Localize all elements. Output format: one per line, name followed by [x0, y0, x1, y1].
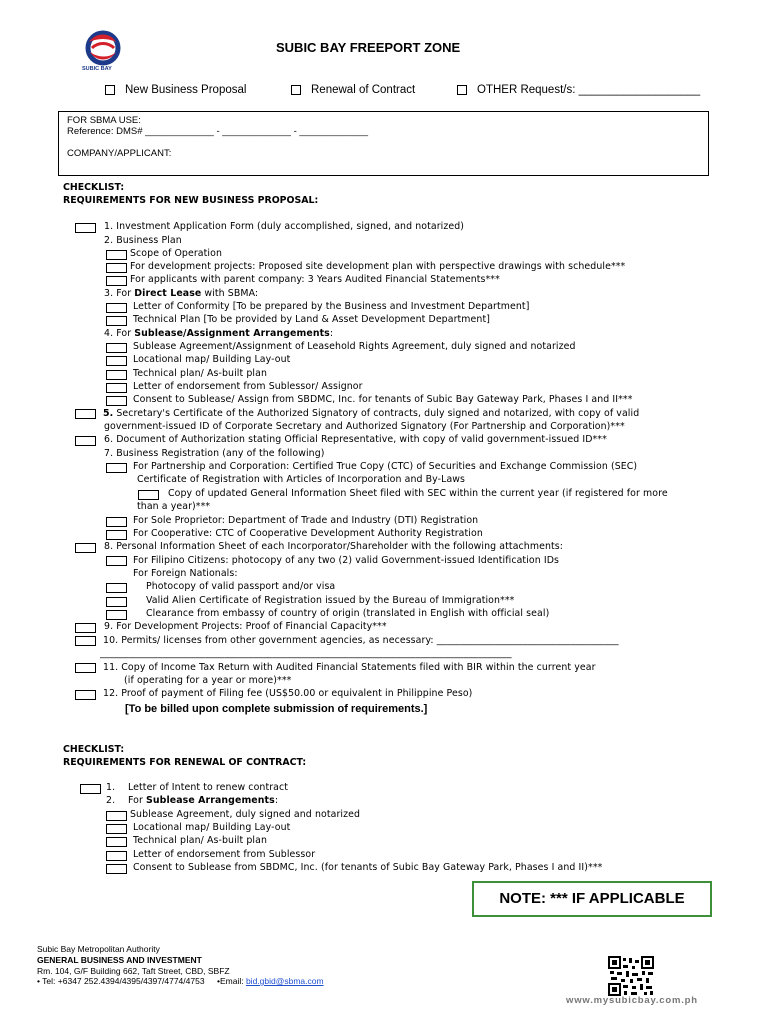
other-request-checkbox[interactable]: [457, 85, 467, 95]
item-2: 2. Business Plan: [104, 235, 182, 246]
renewal-checkbox[interactable]: [291, 85, 301, 95]
item-5: 5. Secretary's Certificate of the Authorized Signatory of contracts, duly signed and notarized, with copy of valid: [103, 408, 640, 419]
item-7b: For Sole Proprietor: Department of Trade and Industry (DTI) Registration: [133, 515, 479, 526]
item-8b-2: Valid Alien Certificate of Registration issued by the Bureau of Immigration***: [146, 595, 515, 606]
item-8a: For Filipino Citizens: photocopy of any two (2) valid Government-issued Identification IDs: [133, 555, 560, 566]
checkbox-asbuilt[interactable]: [106, 370, 127, 380]
qr-code-icon: [608, 956, 654, 996]
company-applicant-label: COMPANY/APPLICANT:: [67, 148, 172, 159]
item-4e: Consent to Sublease/ Assign from SBDMC, Inc. for tenants of Subic Bay Gateway Park, Phases I and II***: [133, 394, 633, 405]
checkbox-item-9[interactable]: [75, 623, 96, 633]
footer-email: [217, 976, 324, 986]
checkbox-tech-plan[interactable]: [106, 316, 127, 326]
checkbox-item-12[interactable]: [75, 690, 96, 700]
checkbox-clearance[interactable]: [106, 610, 127, 620]
item-3: 3. For Direct Lease with SBMA:: [104, 288, 259, 299]
renewal-item-2e: Consent to Sublease from SBDMC, Inc. (for tenants of Subic Bay Gateway Park, Phases I and II)***: [133, 862, 603, 873]
renewal-checkbox-locational[interactable]: [106, 824, 127, 834]
item-8: 8. Personal Information Sheet of each Incorporator/Shareholder with the following attachments:: [104, 541, 564, 552]
footer-address: Rm. 104, G/F Building 662, Taft Street, CBD, SBFZ: [37, 966, 230, 976]
renewal-item-2-num: 2.: [106, 795, 116, 806]
checkbox-coop[interactable]: [106, 530, 127, 540]
item-4b: Locational map/ Building Lay-out: [133, 354, 291, 365]
item-10-blank: ______________________________________________________________________________________: [100, 648, 512, 659]
renewal-item-2a: Sublease Agreement, duly signed and notarized: [130, 809, 361, 820]
checkbox-consent[interactable]: [106, 396, 127, 406]
renewal-checkbox-asbuilt[interactable]: [106, 837, 127, 847]
footer-dept: GENERAL BUSINESS AND INVESTMENT: [37, 955, 202, 965]
item-7a-gis: Copy of updated General Information Sheet filed with SEC within the current year (if registered for more: [168, 488, 668, 499]
renewal-item-1: Letter of Intent to renew contract: [128, 782, 289, 793]
item-5-cont: government-issued ID of Corporate Secretary and Authorized Signatory (For Partnership and Corporation)***: [104, 421, 625, 432]
renewal-checkbox-endorsement[interactable]: [106, 851, 127, 861]
checkbox-dev-plan[interactable]: [106, 263, 127, 273]
renewal-label: Renewal of Contract: [311, 84, 416, 96]
checkbox-sublease[interactable]: [106, 343, 127, 353]
item-7: 7. Business Registration (any of the following): [104, 448, 325, 459]
item-11: 11. Copy of Income Tax Return with Audited Financial Statements filed with BIR within the current year: [103, 662, 596, 673]
checkbox-gis[interactable]: [138, 490, 159, 500]
item-6: 6. Document of Authorization stating Official Representative, with copy of valid government-issued ID***: [104, 434, 607, 445]
item-3a: Letter of Conformity [To be prepared by the Business and Investment Department]: [133, 301, 530, 312]
checkbox-item-8[interactable]: [75, 543, 96, 553]
checkbox-sole-prop[interactable]: [106, 517, 127, 527]
email-link[interactable]: bid.gbid@sbma.com: [245, 976, 324, 986]
checklist-heading: CHECKLIST:: [63, 182, 125, 193]
item-2a: Scope of Operation: [130, 248, 223, 259]
renewal-checkbox-1[interactable]: [80, 784, 101, 794]
item-9: 9. For Development Projects: Proof of Financial Capacity***: [104, 621, 387, 632]
sbma-use-box: [58, 111, 709, 176]
note-text: NOTE: *** IF APPLICABLE: [499, 890, 685, 907]
website-text: www.mysubicbay.com.ph: [566, 995, 698, 1006]
checkbox-partnership[interactable]: [106, 463, 127, 473]
new-business-requirements-heading: REQUIREMENTS FOR NEW BUSINESS PROPOSAL:: [63, 195, 319, 206]
item-12: 12. Proof of payment of Filing fee (US$50.00 or equivalent in Philippine Peso): [103, 688, 473, 699]
item-4c: Technical plan/ As-built plan: [133, 368, 267, 379]
item-7a-cont: Certificate of Registration with Articles of Incorporation and By-Laws: [137, 474, 466, 485]
other-request-label: OTHER Request/s: ___________________: [477, 84, 701, 96]
item-4: 4. For Sublease/Assignment Arrangements:: [104, 328, 334, 339]
item-1: 1. Investment Application Form (duly accomplished, signed, and notarized): [104, 221, 465, 232]
item-2c: For applicants with parent company: 3 Years Audited Financial Statements***: [130, 274, 500, 285]
checkbox-passport[interactable]: [106, 583, 127, 593]
renewal-checkbox-sublease[interactable]: [106, 811, 127, 821]
item-3b: Technical Plan [To be provided by Land & Asset Development Department]: [133, 314, 490, 325]
sbma-logo: [78, 28, 128, 76]
footer-tel: • Tel: +6347 252.4394/4395/4397/4774/4753: [37, 976, 205, 986]
renewal-item-1-num: 1.: [106, 782, 116, 793]
checkbox-locational[interactable]: [106, 356, 127, 366]
new-business-label: New Business Proposal: [125, 84, 247, 96]
checkbox-alien[interactable]: [106, 597, 127, 607]
item-4d: Letter of endorsement from Sublessor/ Assignor: [133, 381, 363, 392]
footer-email-label: •Email:: [217, 976, 246, 986]
item-10: 10. Permits/ licenses from other government agencies, as necessary: ______________________________________: [103, 635, 619, 646]
sbma-use-label: FOR SBMA USE:: [67, 115, 141, 126]
item-7a-gis-cont: than a year)***: [137, 501, 211, 512]
checkbox-audited[interactable]: [106, 276, 127, 286]
renewal-item-2b: Locational map/ Building Lay-out: [133, 822, 291, 833]
checkbox-filipino[interactable]: [106, 556, 127, 566]
checkbox-item-10[interactable]: [75, 636, 96, 646]
item-8b: For Foreign Nationals:: [133, 568, 238, 579]
checkbox-item-1[interactable]: [75, 223, 96, 233]
renewal-item-2d: Letter of endorsement from Sublessor: [133, 849, 316, 860]
renewal-requirements-heading: REQUIREMENTS FOR RENEWAL OF CONTRACT:: [63, 757, 307, 768]
item-2b: For development projects: Proposed site development plan with perspective drawings with schedule***: [130, 261, 626, 272]
renewal-checkbox-consent[interactable]: [106, 864, 127, 874]
page-title: SUBIC BAY FREEPORT ZONE: [276, 40, 461, 55]
dms-reference: Reference: DMS# _____________ - _____________ - _____________: [67, 126, 369, 137]
item-8b-3: Clearance from embassy of country of origin (translated in English with official seal): [146, 608, 550, 619]
item-4a: Sublease Agreement/Assignment of Leasehold Rights Agreement, duly signed and notarized: [133, 341, 576, 352]
checkbox-conformity[interactable]: [106, 303, 127, 313]
item-7c: For Cooperative: CTC of Cooperative Development Authority Registration: [133, 528, 483, 539]
item-7a: For Partnership and Corporation: Certified True Copy (CTC) of Securities and Exchange Commission (SEC): [133, 461, 638, 472]
billing-note: [To be billed upon complete submission of requirements.]: [125, 703, 428, 715]
checkbox-item-6[interactable]: [75, 436, 96, 446]
footer-org: Subic Bay Metropolitan Authority: [37, 944, 160, 954]
renewal-checklist-heading: CHECKLIST:: [63, 744, 125, 755]
logo-text: SUBIC BAY: [82, 66, 112, 72]
checkbox-item-5[interactable]: [75, 409, 96, 419]
item-8b-1: Photocopy of valid passport and/or visa: [146, 581, 336, 592]
renewal-item-2: For Sublease Arrangements:: [128, 795, 279, 806]
checkbox-endorsement[interactable]: [106, 383, 127, 393]
note-box: [472, 881, 712, 917]
new-business-checkbox[interactable]: [105, 85, 115, 95]
renewal-item-2c: Technical plan/ As-built plan: [133, 835, 267, 846]
item-11-cont: (if operating for a year or more)***: [124, 675, 292, 686]
checkbox-scope[interactable]: [106, 250, 127, 260]
checkbox-item-11[interactable]: [75, 663, 96, 673]
